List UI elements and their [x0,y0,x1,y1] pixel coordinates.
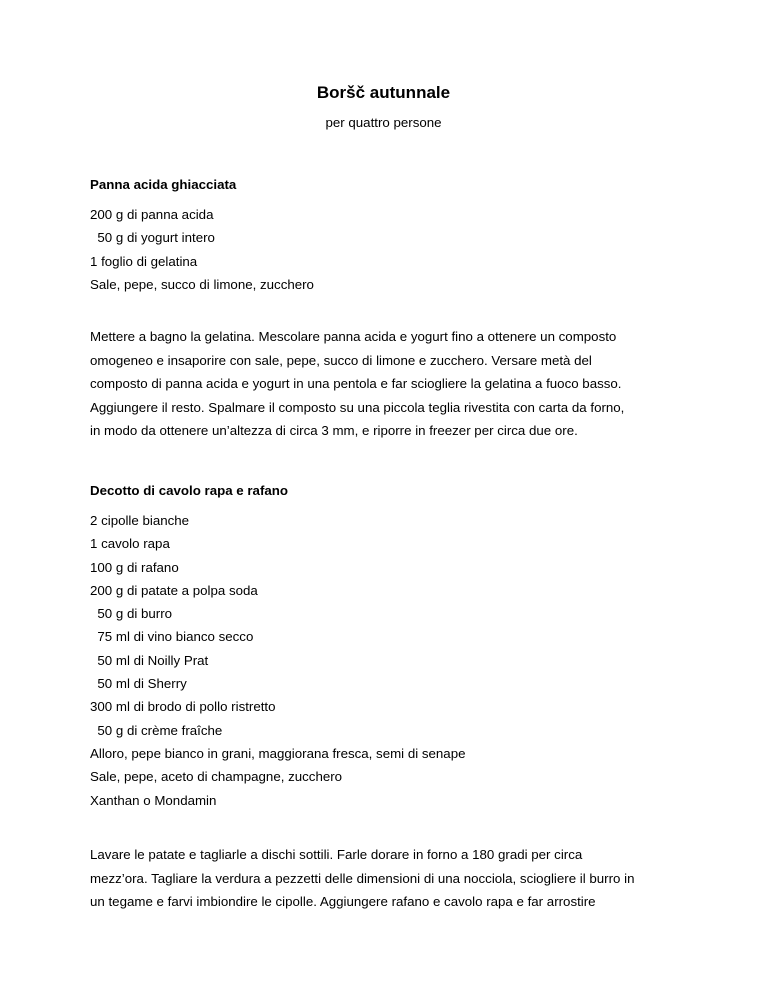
ingredient-item: Xanthan o Mondamin [90,792,217,808]
ingredient-item: 200 g di patate a polpa soda [90,582,258,598]
ingredient-item: 50 g di crème fraîche [90,722,223,738]
recipe-subtitle: per quattro persone [325,115,442,130]
ingredient-item: 300 ml di brodo di pollo ristretto [90,699,276,715]
method-line: Lavare le patate e tagliarle a dischi sottili. Farle dorare in forno a 180 gradi per circa [90,847,583,862]
recipe-title: Boršč autunnale [316,83,451,102]
ingredient-list-panna-acida [90,206,314,299]
method-line: mezz’ora. Tagliare la verdura a pezzetti delle dimensioni di una nocciola, sciogliere il burro in [90,870,635,886]
method-line: composto di panna acida e yogurt in una pentola e far sciogliere la gelatina a fuoco basso. [90,376,622,391]
ingredient-item: Sale, pepe, aceto di champagne, zucchero [90,769,343,785]
ingredient-list-decotto [90,512,466,815]
method-line: omogeneo e insaporire con sale, pepe, succo di limone e zucchero. Versare metà del [90,352,592,368]
ingredient-item: 50 g di burro [90,606,173,622]
ingredient-item: 200 g di panna acida [90,207,214,222]
method-line: in modo da ottenere un’altezza di circa 3 mm, e riporre in freezer per circa due ore. [90,423,578,438]
ingredient-item: 50 ml di Sherry [90,676,187,692]
ingredient-item: 75 ml di vino bianco secco [90,629,254,645]
ingredient-item: 50 g di yogurt intero [90,230,215,246]
method-line: un tegame e farvi imbiondire le cipolle. Aggiungere rafano e cavolo rapa e far arrostire [90,894,596,909]
method-paragraph-panna-acida [90,328,624,446]
section-heading-panna-acida: Panna acida ghiacciata [90,177,237,192]
ingredient-item: 100 g di rafano [90,559,179,575]
ingredient-item: Alloro, pepe bianco in grani, maggiorana fresca, semi di senape [90,745,466,761]
ingredient-item: 2 cipolle bianche [90,513,190,528]
ingredient-item: 1 foglio di gelatina [90,253,198,269]
section-heading-decotto: Decotto di cavolo rapa e rafano [90,483,289,498]
method-line: Aggiungere il resto. Spalmare il composto su una piccola teglia rivestita con carta da forno, [90,399,625,415]
ingredient-item: 50 ml di Noilly Prat [90,652,209,668]
ingredient-item: 1 cavolo rapa [90,536,170,552]
method-paragraph-decotto [90,846,634,917]
ingredient-item: Sale, pepe, succo di limone, zucchero [90,276,314,292]
method-line: Mettere a bagno la gelatina. Mescolare panna acida e yogurt fino a ottenere un composto [90,329,617,344]
